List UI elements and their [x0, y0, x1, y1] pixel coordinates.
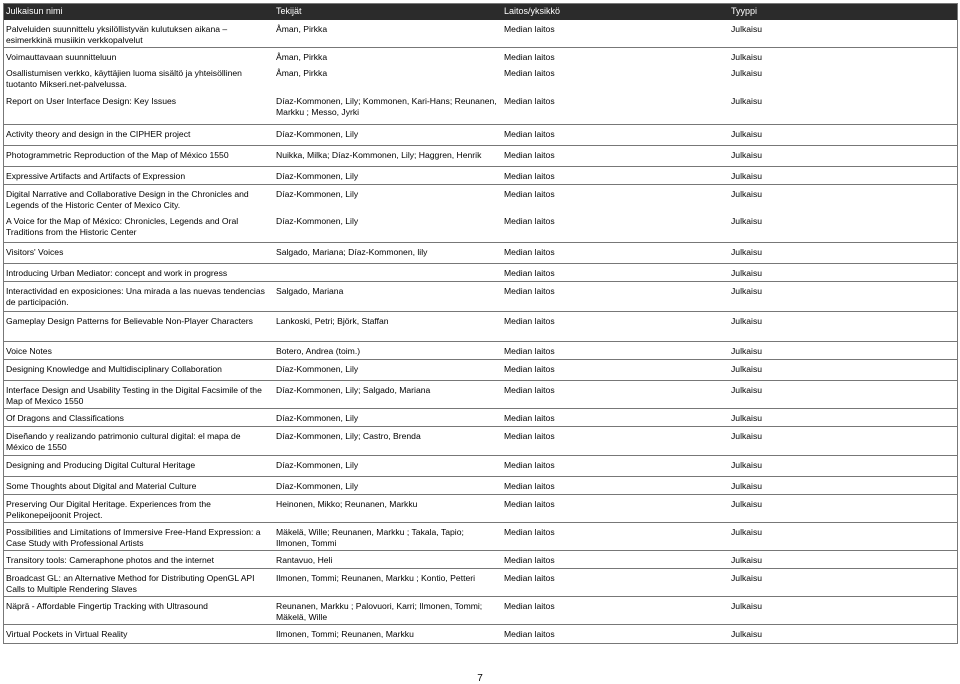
row-type: Julkaisu	[731, 96, 763, 106]
row-title: Interface Design and Usability Testing in the Digital Facsimile of the Map of Mexico 1550	[3, 380, 273, 408]
row-authors: Díaz-Kommonen, Lily	[276, 216, 359, 226]
row-unit: Median laitos	[501, 455, 728, 476]
row-title: Palveluiden suunnittelu yksilöllistyvän kulutuksen aikana – esimerkkinä musiikin verkkopalvelut	[6, 24, 228, 45]
row-unit: Median laitos	[501, 476, 728, 494]
table-row	[3, 408, 958, 426]
row-unit: Median laitos	[501, 568, 728, 596]
row-authors: Díaz-Kommonen, Lily	[273, 184, 501, 212]
row-unit: Median laitos	[501, 184, 728, 212]
row-title: Broadcast GL: an Alternative Method for Distributing OpenGL API Calls to Multiple Rendering Slaves	[3, 568, 273, 596]
row-title: Expressive Artifacts and Artifacts of Expression	[3, 166, 273, 184]
table-row	[3, 522, 958, 550]
row-title: Introducing Urban Mediator: concept and work in progress	[3, 263, 273, 281]
publication-table-container	[3, 3, 958, 646]
row-unit: Median laitos	[504, 216, 555, 226]
row-unit: Median laitos	[501, 166, 728, 184]
table-row	[3, 426, 958, 455]
row-type: Julkaisu	[731, 24, 763, 34]
row-type: Julkaisu	[728, 550, 958, 568]
row-type: Julkaisu	[728, 281, 958, 311]
row-authors: Díaz-Kommonen, Lily; Castro, Brenda	[273, 426, 501, 455]
row-title: Interactividad en exposiciones: Una mirada a las nuevas tendencias de participación.	[3, 281, 273, 311]
row-title: Preserving Our Digital Heritage. Experiences from the Pelikonepeijoonit Project.	[3, 494, 273, 522]
row-authors: Lankoski, Petri; Björk, Staffan	[273, 311, 501, 341]
row-unit: Median laitos	[501, 242, 728, 263]
row-title: Photogrammetric Reproduction of the Map of México 1550	[3, 145, 273, 166]
row-type: Julkaisu	[728, 311, 958, 341]
table-row	[3, 263, 958, 281]
row-type: Julkaisu	[728, 624, 958, 646]
row-authors: Salgado, Mariana; Díaz-Kommonen, lily	[273, 242, 501, 263]
row-authors: Ilmonen, Tommi; Reunanen, Markku ; Kontio, Petteri	[273, 568, 501, 596]
row-title: Osallistumisen verkko, käyttäjien luoma sisältö ja yhteisöllinen tuotanto Mikseri.net-palvelussa.	[6, 68, 242, 89]
row-title: Virtual Pockets in Virtual Reality	[3, 624, 273, 646]
row-unit: Median laitos	[501, 341, 728, 359]
table-row	[3, 568, 958, 596]
row-title: Näprä - Affordable Fingertip Tracking with Ultrasound	[3, 596, 273, 624]
table-row	[3, 47, 958, 64]
row-title: Possibilities and Limitations of Immersive Free-Hand Expression: a Case Study with Professional Artists	[3, 522, 273, 550]
row-unit: Median laitos	[504, 96, 555, 106]
row-title: A Voice for the Map of México: Chronicles, Legends and Oral Traditions from the Historic Center	[6, 216, 239, 237]
row-authors: Reunanen, Markku ; Palovuori, Karri; Ilmonen, Tommi; Mäkelä, Wille	[273, 596, 501, 624]
row-type: Julkaisu	[728, 242, 958, 263]
row-type: Julkaisu	[728, 341, 958, 359]
row-type: Julkaisu	[728, 596, 958, 624]
row-type: Julkaisu	[731, 68, 763, 78]
row-authors: Díaz-Kommonen, Lily; Kommonen, Kari-Hans; Reunanen, Markku ; Messo, Jyrki	[276, 96, 497, 117]
row-unit: Median laitos	[501, 380, 728, 408]
row-unit: Median laitos	[501, 494, 728, 522]
table-row	[3, 184, 958, 212]
row-type: Julkaisu	[728, 124, 958, 145]
table-row	[3, 455, 958, 476]
row-authors: Díaz-Kommonen, Lily	[273, 166, 501, 184]
table-row	[3, 145, 958, 166]
table-row	[3, 92, 958, 124]
table-header-row	[3, 3, 958, 20]
table-row	[3, 212, 958, 242]
row-authors: Díaz-Kommonen, Lily	[273, 359, 501, 380]
table-row	[3, 380, 958, 408]
row-unit: Median laitos	[501, 281, 728, 311]
row-authors: Díaz-Kommonen, Lily	[273, 408, 501, 426]
row-authors: Heinonen, Mikko; Reunanen, Markku	[273, 494, 501, 522]
row-authors: Åman, Pirkka	[276, 24, 328, 34]
row-type: Julkaisu	[728, 455, 958, 476]
row-authors: Rantavuo, Heli	[273, 550, 501, 568]
table-body	[3, 20, 958, 646]
row-type: Julkaisu	[728, 184, 958, 212]
row-type: Julkaisu	[728, 494, 958, 522]
row-unit: Median laitos	[501, 311, 728, 341]
row-unit: Median laitos	[501, 263, 728, 281]
table-row	[3, 476, 958, 494]
row-title: Designing Knowledge and Multidisciplinary Collaboration	[3, 359, 273, 380]
table-row	[3, 311, 958, 341]
row-authors: Salgado, Mariana	[273, 281, 501, 311]
column-header-unit: Laitos/yksikkö	[501, 3, 728, 20]
row-unit: Median laitos	[501, 426, 728, 455]
table-row	[3, 550, 958, 568]
row-unit: Median laitos	[501, 624, 728, 646]
table-row	[3, 281, 958, 311]
page-number: 7	[477, 673, 483, 684]
row-type: Julkaisu	[728, 426, 958, 455]
row-title: Designing and Producing Digital Cultural Heritage	[3, 455, 273, 476]
row-unit: Median laitos	[501, 596, 728, 624]
publication-table	[3, 3, 958, 646]
row-title: Voice Notes	[3, 341, 273, 359]
row-type: Julkaisu	[728, 359, 958, 380]
column-header-authors: Tekijät	[273, 3, 501, 20]
row-type: Julkaisu	[731, 216, 763, 226]
row-unit: Median laitos	[501, 522, 728, 550]
row-unit: Median laitos	[501, 550, 728, 568]
row-title: Of Dragons and Classifications	[3, 408, 273, 426]
row-authors	[273, 263, 501, 281]
row-type: Julkaisu	[728, 522, 958, 550]
row-title: Voimauttavaan suunnitteluun	[3, 47, 273, 64]
table-row	[3, 20, 958, 47]
row-title: Report on User Interface Design: Key Issues	[6, 96, 177, 106]
row-authors: Díaz-Kommonen, Lily	[273, 476, 501, 494]
row-title: Visitors' Voices	[3, 242, 273, 263]
table-row	[3, 64, 958, 92]
row-title: Transitory tools: Cameraphone photos and the internet	[3, 550, 273, 568]
row-authors: Botero, Andrea (toim.)	[273, 341, 501, 359]
row-title: Diseñando y realizando patrimonio cultural digital: el mapa de México de 1550	[3, 426, 273, 455]
row-authors: Díaz-Kommonen, Lily	[273, 124, 501, 145]
row-unit: Median laitos	[501, 124, 728, 145]
row-authors: Mäkelä, Wille; Reunanen, Markku ; Takala, Tapio; Ilmonen, Tommi	[273, 522, 501, 550]
row-type: Julkaisu	[728, 408, 958, 426]
table-row	[3, 494, 958, 522]
column-header-title: Julkaisun nimi	[3, 3, 273, 20]
row-unit: Median laitos	[501, 359, 728, 380]
table-row	[3, 596, 958, 624]
row-title: Digital Narrative and Collaborative Design in the Chronicles and Legends of the Historic Center of Mexico City.	[3, 184, 273, 212]
table-row	[3, 242, 958, 263]
row-authors: Nuikka, Milka; Díaz-Kommonen, Lily; Haggren, Henrik	[273, 145, 501, 166]
row-authors: Åman, Pirkka	[276, 68, 328, 78]
table-row	[3, 166, 958, 184]
column-header-type: Tyyppi	[728, 3, 958, 20]
table-row	[3, 624, 958, 646]
row-type: Julkaisu	[728, 47, 958, 64]
table-row	[3, 341, 958, 359]
table-row	[3, 359, 958, 380]
row-type: Julkaisu	[728, 568, 958, 596]
row-title: Some Thoughts about Digital and Material Culture	[3, 476, 273, 494]
row-unit: Median laitos	[501, 408, 728, 426]
row-type: Julkaisu	[728, 476, 958, 494]
row-type: Julkaisu	[728, 166, 958, 184]
table-row	[3, 124, 958, 145]
row-title: Gameplay Design Patterns for Believable Non-Player Characters	[3, 311, 273, 341]
row-authors: Díaz-Kommonen, Lily; Salgado, Mariana	[273, 380, 501, 408]
row-type: Julkaisu	[728, 380, 958, 408]
row-unit: Median laitos	[501, 145, 728, 166]
row-authors: Díaz-Kommonen, Lily	[273, 455, 501, 476]
row-unit: Median laitos	[504, 24, 555, 34]
row-unit: Median laitos	[501, 47, 728, 64]
row-unit: Median laitos	[504, 68, 555, 78]
row-type: Julkaisu	[728, 263, 958, 281]
row-authors: Åman, Pirkka	[273, 47, 501, 64]
row-authors: Ilmonen, Tommi; Reunanen, Markku	[273, 624, 501, 646]
row-title: Activity theory and design in the CIPHER project	[3, 124, 273, 145]
row-type: Julkaisu	[728, 145, 958, 166]
